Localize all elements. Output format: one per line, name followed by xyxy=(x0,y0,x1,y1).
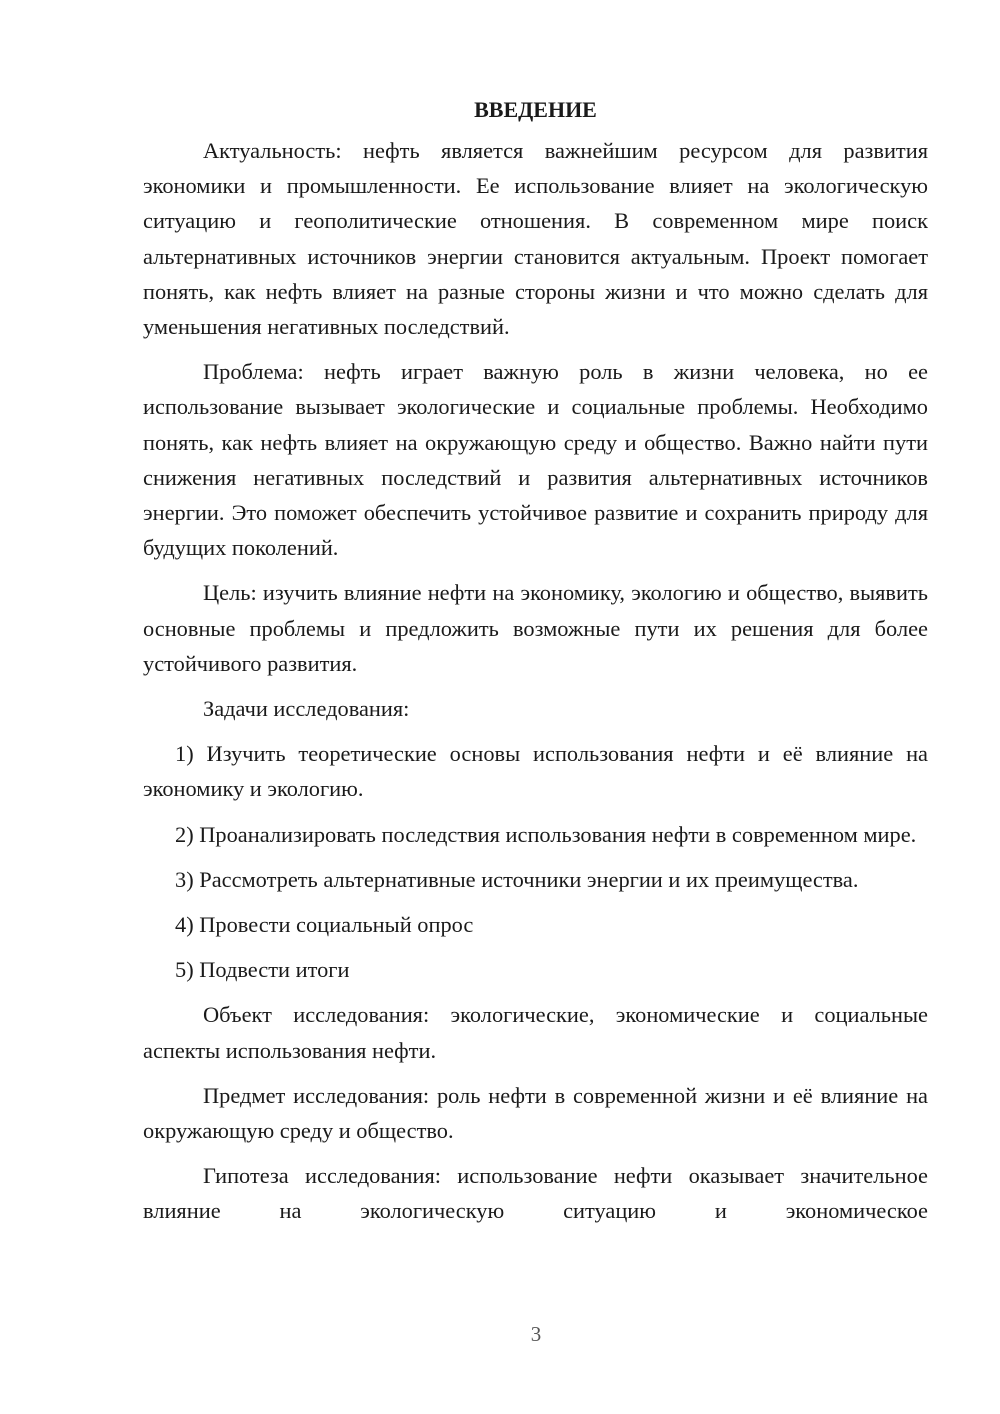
task-item-2: 2) Проанализировать последствия использования нефти в современном мире. xyxy=(175,821,917,847)
task-item-5: 5) Подвести итоги xyxy=(175,957,350,983)
task-item-4: 4) Провести социальный опрос xyxy=(175,912,474,938)
section-title: ВВЕДЕНИЕ xyxy=(474,97,597,122)
relevance-paragraph: Актуальность: нефть является важнейшим ресурсом для развития экономики и промышленности. Ее использование влияет на экологическую ситуацию и геополитические отношения. В современном мире поиск альтернативных источников энергии становится актуальным. Проект помогает понять, как нефть влияет на разные стороны жизни и что можно сделать для уменьшения негативных последствий. xyxy=(143,138,928,340)
task-item-1: 1) Изучить теоретические основы использования нефти и её влияние на экономику и экологию. xyxy=(143,741,928,802)
object-paragraph: Объект исследования: экологические, экономические и социальные аспекты использования нефти. xyxy=(143,1002,928,1063)
subject-paragraph: Предмет исследования: роль нефти в современной жизни и её влияние на окружающую среду и общество. xyxy=(143,1082,928,1144)
task-item-3: 3) Рассмотреть альтернативные источники энергии и их преимущества. xyxy=(175,866,859,892)
document-body xyxy=(143,92,928,1229)
tasks-heading: Задачи исследования: xyxy=(203,696,410,722)
problem-paragraph: Проблема: нефть играет важную роль в жизни человека, но ее использование вызывает экологические и социальные проблемы. Необходимо понять, как нефть влияет на окружающую среду и общество. Важно найти пути снижения негативных последствий и развития альтернативных источников энергии. Это поможет обеспечить устойчивое развитие и сохранить природу для будущих поколений. xyxy=(143,359,928,561)
hypothesis-paragraph: Гипотеза исследования: использование нефти оказывает значительное влияние на экологическую ситуацию и экономическое xyxy=(143,1163,928,1224)
goal-paragraph: Цель: изучить влияние нефти на экономику, экологию и общество, выявить основные проблемы и предложить возможные пути их решения для более устойчивого развития. xyxy=(143,580,928,676)
page-number: 3 xyxy=(530,1322,542,1346)
